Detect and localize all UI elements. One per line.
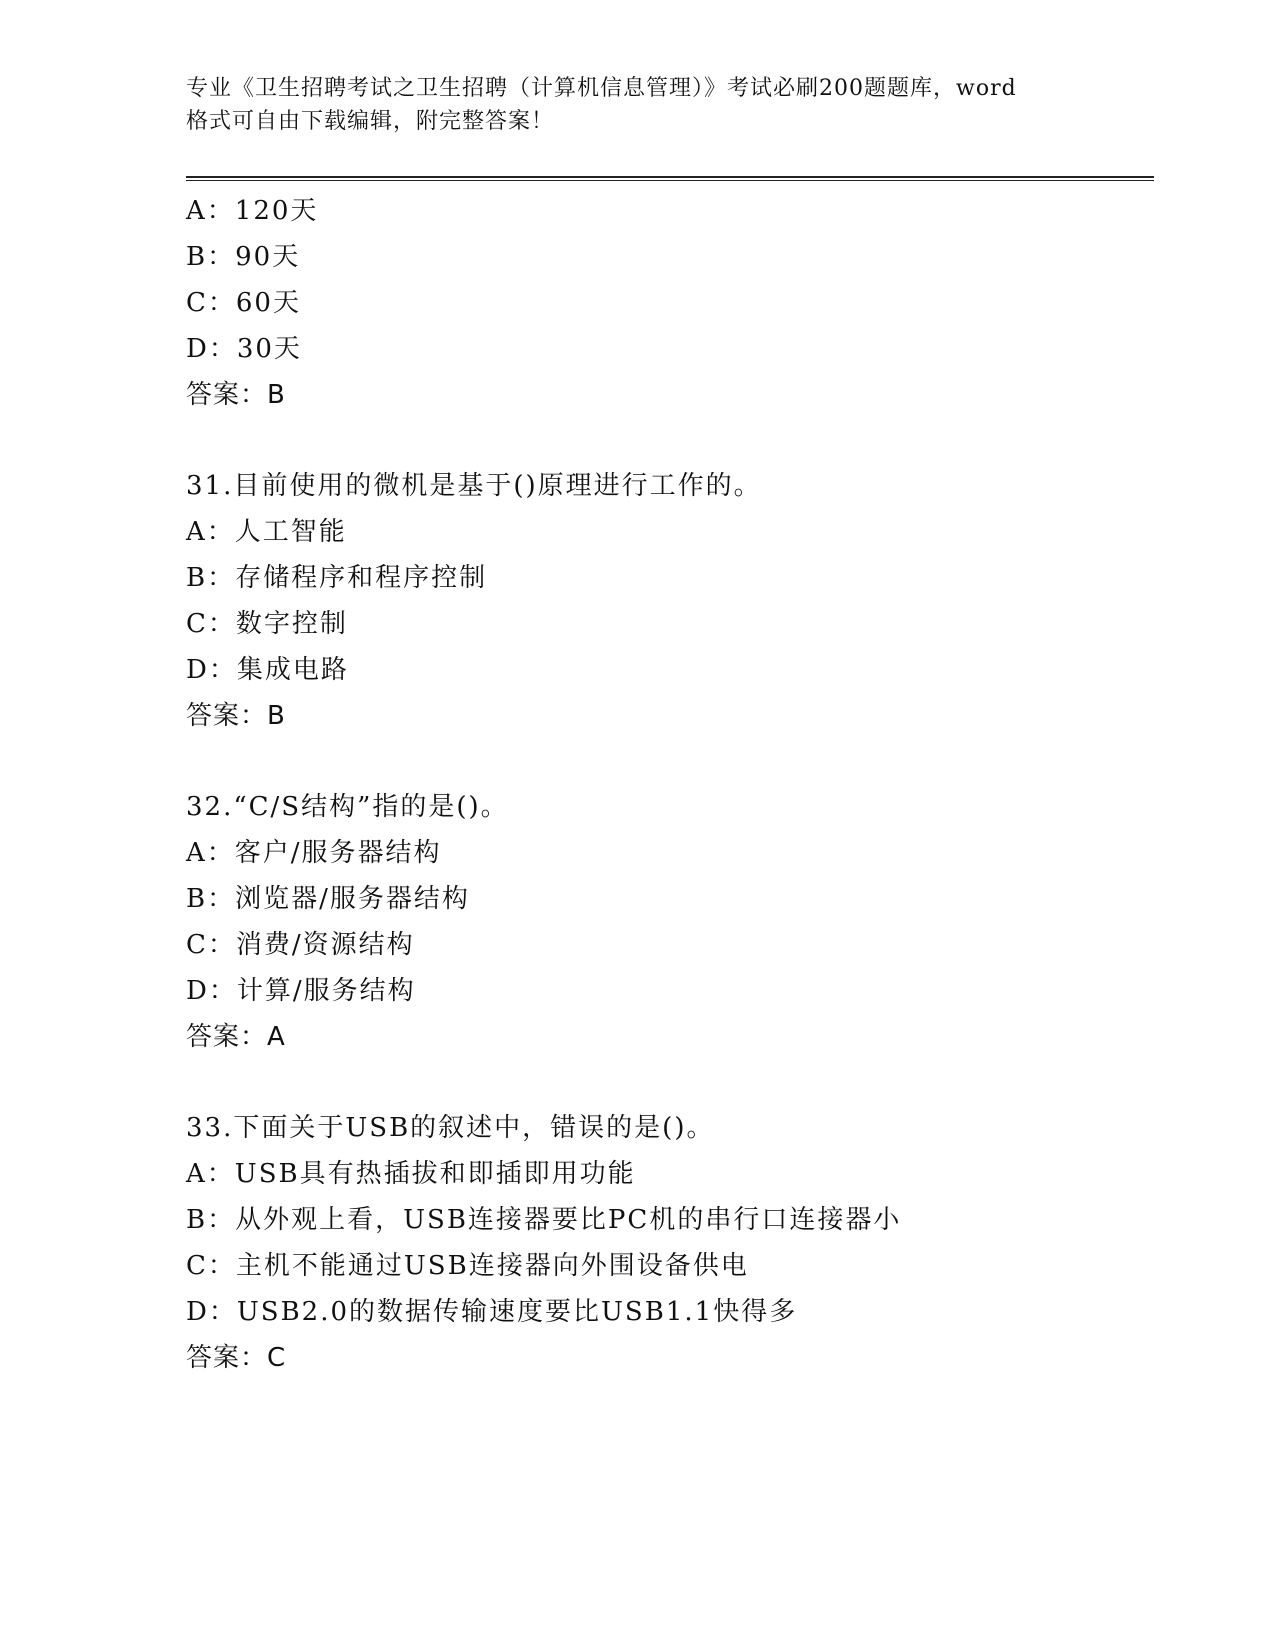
option-b: B：浏览器/服务器结构 <box>186 884 470 914</box>
answer-line: 答案：B <box>186 380 286 410</box>
option-d: D：USB2.0的数据传输速度要比USB1.1快得多 <box>186 1297 798 1327</box>
option-a: A：120天 <box>186 196 319 226</box>
option-b: B：90天 <box>186 242 301 272</box>
header-line-2: 格式可自由下载编辑，附完整答案！ <box>186 109 555 134</box>
question-block-32 <box>186 784 1146 1060</box>
question-text: 31.目前使用的微机是基于()原理进行工作的。 <box>186 471 762 501</box>
question-block-33 <box>186 1105 1146 1381</box>
option-c: C：消费/资源结构 <box>186 930 415 960</box>
header-divider <box>186 176 1154 181</box>
question-block-30 <box>186 188 1146 418</box>
option-c: C：主机不能通过USB连接器向外围设备供电 <box>186 1251 749 1281</box>
header-line-1: 专业《卫生招聘考试之卫生招聘（计算机信息管理）》考试必刷200题题库，word <box>186 76 1017 101</box>
option-c: C：数字控制 <box>186 609 348 639</box>
answer-line: 答案：B <box>186 701 286 731</box>
option-a: A：客户/服务器结构 <box>186 838 442 868</box>
option-d: D：集成电路 <box>186 655 349 685</box>
option-c: C：60天 <box>186 288 301 318</box>
document-header <box>186 72 1086 138</box>
option-a: A：人工智能 <box>186 517 347 547</box>
question-text: 32.“C/S结构”指的是()。 <box>186 792 509 822</box>
option-b: B：从外观上看，USB连接器要比PC机的串行口连接器小 <box>186 1205 902 1235</box>
answer-line: 答案：A <box>186 1022 286 1052</box>
answer-line: 答案：C <box>186 1343 287 1373</box>
option-b: B：存储程序和程序控制 <box>186 563 488 593</box>
option-d: D：30天 <box>186 334 302 364</box>
question-block-31 <box>186 463 1146 739</box>
option-d: D：计算/服务结构 <box>186 976 416 1006</box>
question-list <box>186 188 1146 1381</box>
option-a: A：USB具有热插拔和即插即用功能 <box>186 1159 636 1189</box>
question-text: 33.下面关于USB的叙述中，错误的是()。 <box>186 1113 715 1143</box>
